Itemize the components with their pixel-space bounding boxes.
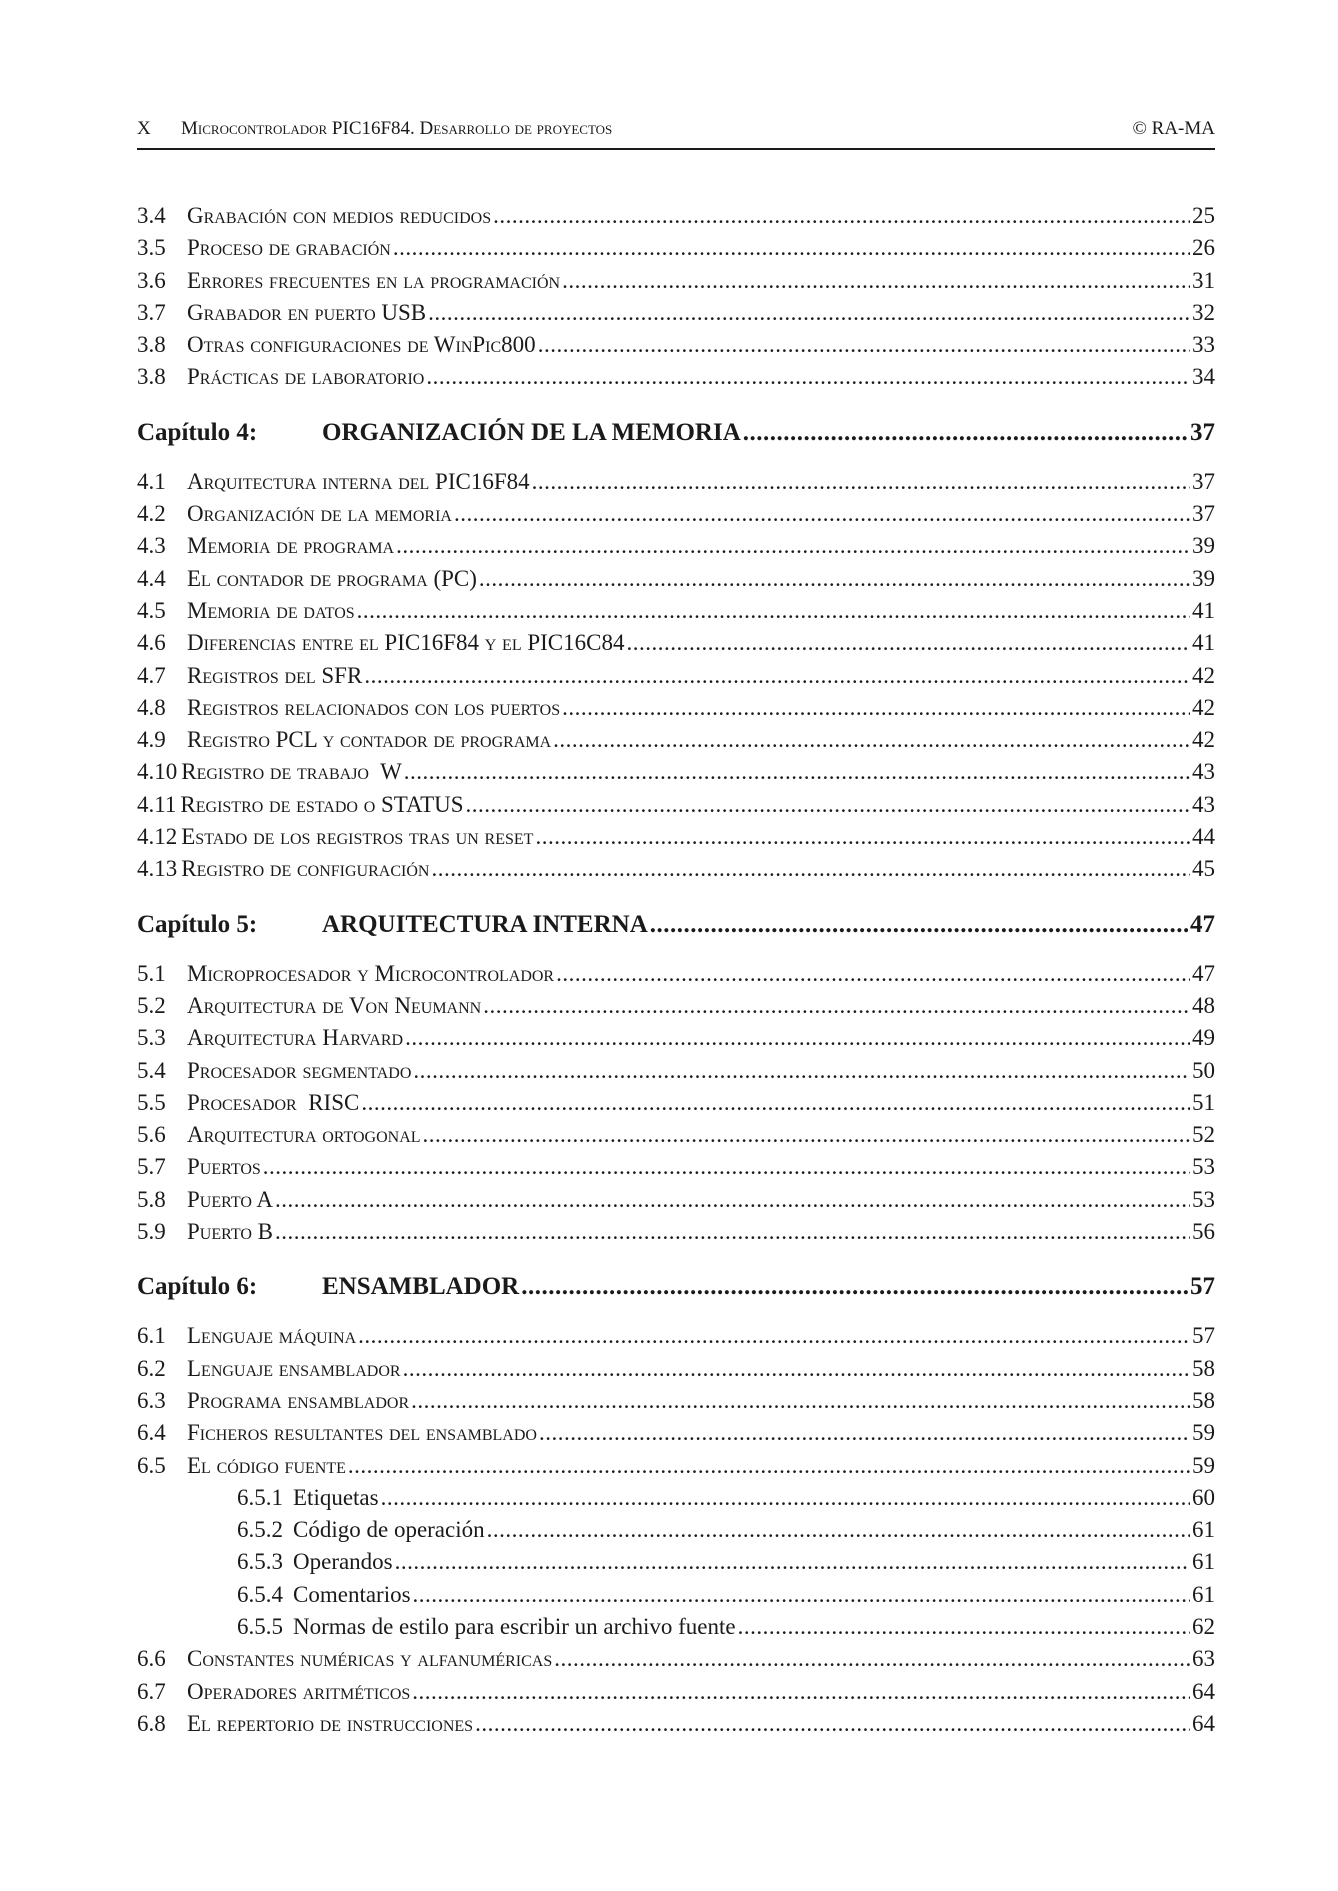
entry-title: Registro de trabajo W (181, 759, 402, 785)
entry-title: Arquitectura de Von Neumann (187, 992, 482, 1018)
entry-number: 6.5.2 (237, 1517, 283, 1543)
toc-subentry (137, 1549, 1215, 1581)
entry-number: 4.6 (137, 630, 166, 656)
entry-number: 6.5.5 (237, 1613, 283, 1639)
toc-section-ch5 (137, 961, 1215, 1252)
entry-number: 5.6 (137, 1122, 166, 1148)
entry-title: Comentarios (293, 1581, 411, 1607)
entry-title: Estado de los registros tras un reset (181, 824, 534, 850)
entry-title: Prácticas de laboratorio (187, 364, 425, 390)
leader-dots (413, 1582, 1190, 1608)
entry-page: 25 (1192, 203, 1215, 228)
entry-page: 39 (1192, 565, 1215, 591)
leader-dots (738, 1614, 1190, 1640)
entry-title: Diferencias entre el PIC16F84 y el PIC16C84 (187, 630, 625, 656)
entry-title: Organización de la memoria (187, 501, 452, 527)
leader-dots (357, 598, 1190, 624)
table-of-contents (137, 203, 1215, 1743)
entry-title: Arquitectura interna del PIC16F84 (187, 468, 530, 494)
leader-dots (361, 1090, 1190, 1116)
toc-subentry (137, 1517, 1215, 1549)
chapter-page: 47 (1190, 910, 1215, 938)
entry-page: 63 (1192, 1646, 1215, 1672)
entry-title: El código fuente (187, 1452, 346, 1478)
entry-number: 4.13 (137, 856, 178, 882)
entry-number: 4.11 (137, 791, 177, 817)
toc-subsection-list (137, 1485, 1215, 1646)
leader-dots (466, 792, 1190, 818)
entry-number: 6.3 (137, 1387, 166, 1413)
entry-title: Registro de configuración (181, 856, 430, 882)
toc-entry (137, 1154, 1215, 1186)
leader-dots (650, 911, 1188, 939)
entry-page: 50 (1192, 1057, 1215, 1083)
leader-dots (364, 663, 1190, 689)
chapter-label: Capítulo 5: (137, 910, 258, 938)
entry-title: Grabación con medios reducidos (187, 203, 492, 228)
entry-title: Normas de estilo para escribir un archivo fuente (293, 1613, 736, 1639)
leader-dots (562, 695, 1190, 721)
entry-number: 4.1 (137, 468, 166, 494)
entry-page: 61 (1192, 1517, 1215, 1543)
entry-number: 4.12 (137, 824, 178, 850)
entry-title: Errores frecuentes en la programación (187, 267, 561, 293)
entry-number: 4.10 (137, 759, 178, 785)
entry-title: Otras configuraciones de WinPic800 (187, 332, 536, 358)
entry-number: 5.1 (137, 960, 166, 986)
leader-dots (431, 856, 1190, 882)
chapter-label: Capítulo 6: (137, 1273, 258, 1301)
leader-dots (743, 419, 1188, 447)
entry-page: 42 (1192, 694, 1215, 720)
leader-dots (483, 993, 1190, 1019)
entry-title: Operadores aritméticos (187, 1678, 411, 1704)
entry-page: 41 (1192, 597, 1215, 623)
toc-section-ch6 (137, 1323, 1215, 1484)
toc-entry (137, 1420, 1215, 1452)
entry-page: 34 (1192, 364, 1215, 390)
entry-number: 6.5.1 (237, 1484, 283, 1510)
entry-page: 41 (1192, 630, 1215, 656)
toc-subentry (137, 1582, 1215, 1614)
toc-section-pre (137, 203, 1215, 397)
entry-title: Constantes numéricas y alfanuméricas (187, 1646, 553, 1672)
leader-dots (562, 268, 1190, 294)
entry-title: El contador de programa (PC) (187, 565, 477, 591)
entry-page: 58 (1192, 1387, 1215, 1413)
entry-number: 5.5 (137, 1089, 166, 1115)
leader-dots (381, 1485, 1190, 1511)
entry-title: Registros del SFR (187, 662, 363, 688)
entry-page: 59 (1192, 1452, 1215, 1478)
toc-entry (137, 727, 1215, 759)
entry-page: 43 (1192, 791, 1215, 817)
entry-number: 6.7 (137, 1678, 166, 1704)
entry-title: Lenguaje ensamblador (187, 1355, 401, 1381)
leader-dots (554, 1646, 1190, 1672)
entry-number: 3.8 (137, 364, 166, 390)
entry-page: 62 (1192, 1613, 1215, 1639)
toc-entry (137, 1187, 1215, 1219)
toc-entry (137, 1453, 1215, 1485)
toc-entry (137, 1679, 1215, 1711)
leader-dots (539, 1420, 1190, 1446)
toc-entry (137, 1025, 1215, 1057)
entry-number: 4.7 (137, 662, 166, 688)
entry-page: 57 (1192, 1323, 1215, 1349)
toc-entry (137, 332, 1215, 364)
toc-entry (137, 598, 1215, 630)
toc-entry (137, 203, 1215, 235)
entry-number: 6.5 (137, 1452, 166, 1478)
running-header (137, 118, 1215, 140)
entry-number: 5.3 (137, 1025, 166, 1051)
entry-title: El repertorio de instrucciones (187, 1710, 474, 1736)
entry-title: Microprocesador y Microcontrolador (187, 960, 555, 986)
entry-page: 58 (1192, 1355, 1215, 1381)
entry-title: Procesador RISC (187, 1089, 360, 1115)
entry-page: 59 (1192, 1420, 1215, 1446)
leader-dots (263, 1154, 1190, 1180)
chapter-title: ENSAMBLADOR (322, 1273, 520, 1301)
entry-page: 64 (1192, 1678, 1215, 1704)
entry-number: 5.7 (137, 1154, 166, 1180)
entry-page: 47 (1192, 960, 1215, 986)
leader-dots (411, 1388, 1190, 1414)
entry-number: 6.8 (137, 1710, 166, 1736)
toc-entry (137, 566, 1215, 598)
leader-dots (475, 1711, 1190, 1737)
entry-page: 45 (1192, 856, 1215, 882)
entry-title: Puerto B (187, 1219, 273, 1245)
leader-dots (493, 203, 1190, 229)
entry-number: 3.6 (137, 267, 166, 293)
entry-number: 3.4 (137, 203, 166, 228)
entry-title: Arquitectura ortogonal (187, 1122, 421, 1148)
leader-dots (556, 961, 1190, 987)
toc-entry (137, 364, 1215, 396)
leader-dots (405, 1025, 1190, 1051)
leader-dots (428, 300, 1190, 326)
toc-entry (137, 235, 1215, 267)
toc-entry (137, 856, 1215, 888)
entry-page: 33 (1192, 332, 1215, 358)
entry-number: 5.8 (137, 1186, 166, 1212)
entry-page: 51 (1192, 1089, 1215, 1115)
toc-entry (137, 695, 1215, 727)
toc-entry (137, 759, 1215, 791)
chapter-page: 37 (1190, 418, 1215, 446)
leader-dots (275, 1187, 1190, 1213)
entry-page: 42 (1192, 662, 1215, 688)
toc-entry (137, 1388, 1215, 1420)
entry-title: Operandos (293, 1549, 393, 1575)
entry-page: 26 (1192, 235, 1215, 261)
toc-subentry (137, 1614, 1215, 1646)
toc-entry (137, 1323, 1215, 1355)
entry-page: 61 (1192, 1549, 1215, 1575)
entry-page: 53 (1192, 1186, 1215, 1212)
toc-entry (137, 663, 1215, 695)
entry-number: 3.7 (137, 299, 166, 325)
leader-dots (535, 824, 1190, 850)
leader-dots (413, 1058, 1190, 1084)
entry-page: 44 (1192, 824, 1215, 850)
entry-title: Registro de estado o STATUS (180, 791, 464, 817)
entry-title: Arquitectura Harvard (187, 1025, 404, 1051)
leader-dots (521, 1273, 1188, 1301)
entry-page: 37 (1192, 501, 1215, 527)
leader-dots (538, 332, 1190, 358)
toc-entry (137, 1646, 1215, 1678)
entry-title: Procesador segmentado (187, 1057, 412, 1083)
entry-number: 4.8 (137, 694, 166, 720)
toc-entry (137, 993, 1215, 1025)
chapter-page: 57 (1190, 1273, 1215, 1301)
toc-entry (137, 1058, 1215, 1090)
toc-entry (137, 1090, 1215, 1122)
entry-page: 39 (1192, 533, 1215, 559)
entry-number: 5.2 (137, 992, 166, 1018)
toc-entry (137, 1219, 1215, 1251)
entry-page: 60 (1192, 1484, 1215, 1510)
toc-section-ch6-continued (137, 1646, 1215, 1743)
leader-dots (454, 501, 1190, 527)
page-number: X (137, 118, 151, 139)
entry-title: Puerto A (187, 1186, 273, 1212)
leader-dots (275, 1219, 1190, 1245)
publisher: © RA-MA (1132, 118, 1215, 139)
toc-entry (137, 469, 1215, 501)
leader-dots (553, 727, 1190, 753)
toc-entry (137, 792, 1215, 824)
leader-dots (426, 364, 1190, 390)
entry-number: 6.5.3 (237, 1549, 283, 1575)
toc-entry (137, 824, 1215, 856)
leader-dots (404, 759, 1190, 785)
entry-title: Programa ensamblador (187, 1387, 410, 1413)
entry-title: Grabador en puerto USB (187, 299, 427, 325)
entry-number: 6.5.4 (237, 1581, 283, 1607)
leader-dots (626, 630, 1190, 656)
toc-entry (137, 630, 1215, 662)
entry-title: Memoria de programa (187, 533, 395, 559)
chapter-title: ORGANIZACIÓN DE LA MEMORIA (322, 418, 741, 446)
entry-page: 37 (1192, 468, 1215, 494)
entry-page: 42 (1192, 727, 1215, 753)
entry-page: 52 (1192, 1122, 1215, 1148)
toc-entry (137, 533, 1215, 565)
entry-page: 53 (1192, 1154, 1215, 1180)
entry-number: 6.4 (137, 1420, 166, 1446)
leader-dots (348, 1453, 1190, 1479)
entry-number: 5.4 (137, 1057, 166, 1083)
leader-dots (412, 1679, 1190, 1705)
entry-page: 48 (1192, 992, 1215, 1018)
leader-dots (396, 533, 1190, 559)
leader-dots (358, 1323, 1190, 1349)
entry-number: 4.9 (137, 727, 166, 753)
entry-page: 61 (1192, 1581, 1215, 1607)
entry-title: Ficheros resultantes del ensamblado (187, 1420, 537, 1446)
chapter-heading (137, 419, 1215, 451)
toc-entry (137, 501, 1215, 533)
book-title: Microcontrolador PIC16F84. Desarrollo de proyectos (181, 118, 613, 139)
entry-title: Lenguaje máquina (187, 1323, 357, 1349)
header-rule (137, 148, 1215, 150)
leader-dots (532, 469, 1190, 495)
entry-title: Registros relacionados con los puertos (187, 694, 561, 720)
leader-dots (487, 1517, 1190, 1543)
chapter-heading (137, 1273, 1215, 1305)
chapter-title: ARQUITECTURA INTERNA (322, 910, 648, 938)
entry-page: 64 (1192, 1710, 1215, 1736)
toc-entry (137, 961, 1215, 993)
leader-dots (393, 235, 1190, 261)
chapter-heading (137, 911, 1215, 943)
toc-entry (137, 1122, 1215, 1154)
toc-entry (137, 300, 1215, 332)
entry-number: 4.2 (137, 501, 166, 527)
leader-dots (395, 1549, 1190, 1575)
toc-subentry (137, 1485, 1215, 1517)
toc-entry (137, 1356, 1215, 1388)
entry-title: Etiquetas (293, 1484, 379, 1510)
entry-number: 3.8 (137, 332, 166, 358)
entry-title: Código de operación (293, 1517, 485, 1543)
toc-entry (137, 1711, 1215, 1743)
entry-title: Puertos (187, 1154, 261, 1180)
entry-number: 5.9 (137, 1219, 166, 1245)
entry-title: Memoria de datos (187, 597, 355, 623)
entry-number: 4.3 (137, 533, 166, 559)
entry-number: 4.4 (137, 565, 166, 591)
entry-number: 3.5 (137, 235, 166, 261)
entry-page: 56 (1192, 1219, 1215, 1245)
entry-number: 6.2 (137, 1355, 166, 1381)
toc-entry (137, 268, 1215, 300)
entry-title: Proceso de grabación (187, 235, 391, 261)
entry-page: 32 (1192, 299, 1215, 325)
entry-page: 43 (1192, 759, 1215, 785)
toc-section-ch4 (137, 469, 1215, 889)
entry-page: 49 (1192, 1025, 1215, 1051)
entry-page: 31 (1192, 267, 1215, 293)
entry-number: 4.5 (137, 597, 166, 623)
chapter-label: Capítulo 4: (137, 418, 258, 446)
entry-number: 6.1 (137, 1323, 166, 1349)
entry-title: Registro PCL y contador de programa (187, 727, 552, 753)
entry-number: 6.6 (137, 1646, 166, 1672)
leader-dots (479, 566, 1190, 592)
leader-dots (423, 1122, 1190, 1148)
leader-dots (403, 1356, 1190, 1382)
